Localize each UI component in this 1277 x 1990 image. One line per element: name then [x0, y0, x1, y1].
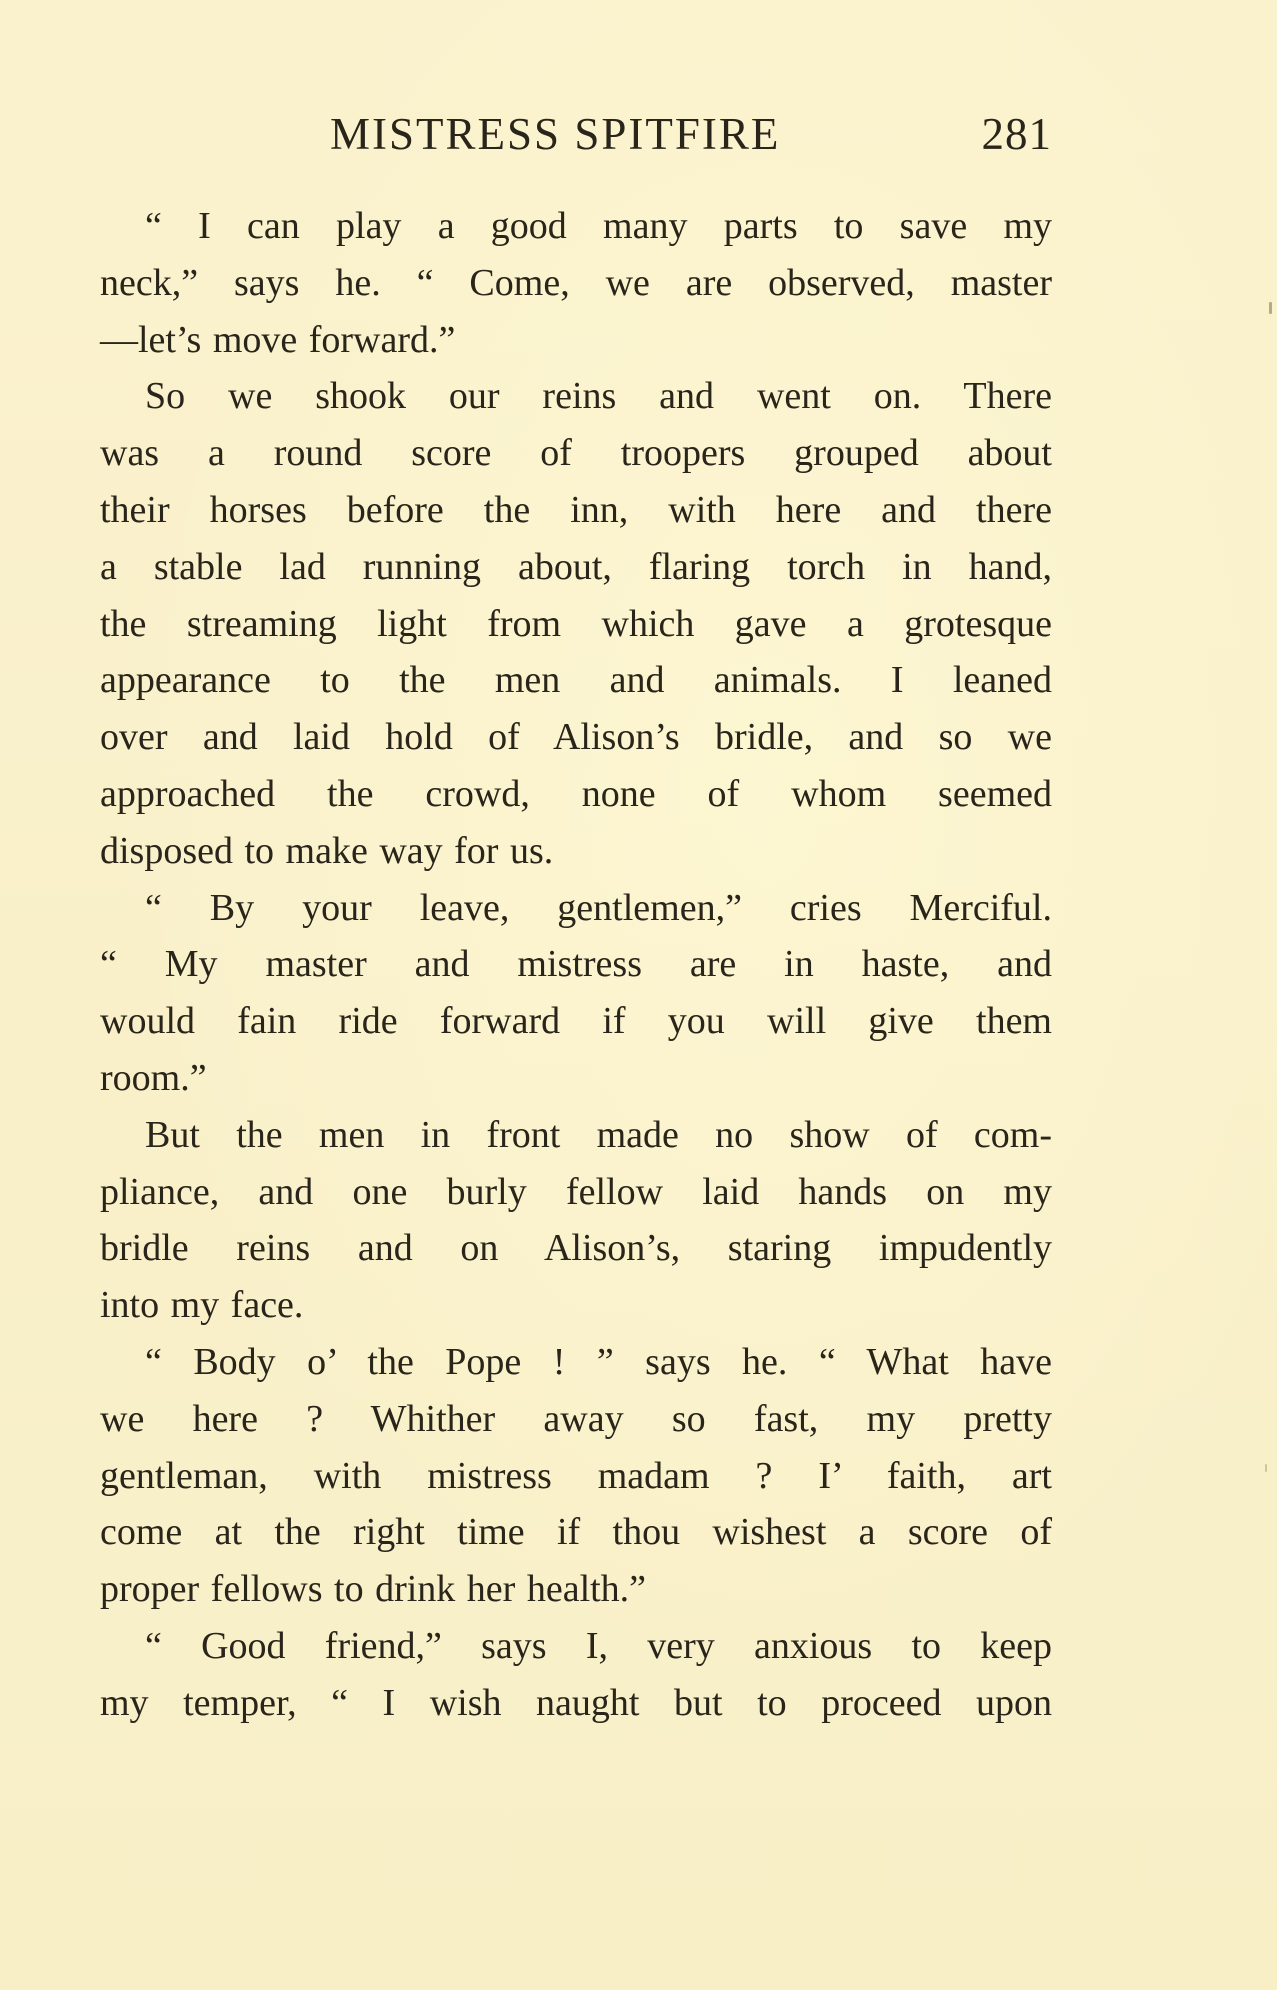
- text-line: my temper, “ I wish naught but to proceed upon: [100, 1681, 1052, 1724]
- text-line: But the men in front made no show of com-: [145, 1113, 1052, 1156]
- running-title: MISTRESS SPITFIRE: [330, 109, 781, 159]
- text-line: proper fellows to drink her health.”: [100, 1568, 647, 1611]
- text-line: appearance to the men and animals. I leaned: [100, 659, 1052, 702]
- text-line: the streaming light from which gave a grotesque: [100, 602, 1052, 645]
- text-line: into my face.: [100, 1284, 304, 1327]
- text-line: “ I can play a good many parts to save my: [145, 205, 1052, 247]
- text-line: —let’s move forward.”: [100, 318, 456, 361]
- body-text: [100, 198, 1052, 1732]
- text-line: come at the right time if thou wishest a score of: [100, 1511, 1052, 1554]
- text-line: would fain ride forward if you will give them: [100, 1000, 1052, 1043]
- page-header: [100, 108, 1052, 168]
- margin-speck: [1265, 1464, 1267, 1472]
- text-line: “ By your leave, gentlemen,” cries Merciful.: [145, 886, 1052, 929]
- text-line: gentleman, with mistress madam ? I’ faith, art: [100, 1454, 1052, 1497]
- margin-speck: [1269, 302, 1272, 314]
- text-line: “ Good friend,” says I, very anxious to keep: [145, 1624, 1052, 1667]
- text-line: neck,” says he. “ Come, we are observed, master: [100, 261, 1052, 304]
- text-line: was a round score of troopers grouped about: [100, 432, 1052, 475]
- text-line: disposed to make way for us.: [100, 829, 554, 872]
- text-line: approached the crowd, none of whom seemed: [100, 772, 1052, 815]
- text-line: their horses before the inn, with here and there: [100, 488, 1052, 531]
- page-number: 281: [981, 109, 1052, 159]
- text-line: over and laid hold of Alison’s bridle, and so we: [100, 716, 1052, 759]
- text-line: a stable lad running about, flaring torch in hand,: [100, 545, 1052, 588]
- text-line: “ My master and mistress are in haste, and: [100, 943, 1052, 986]
- text-line: bridle reins and on Alison’s, staring impudently: [100, 1227, 1052, 1270]
- text-line: we here ? Whither away so fast, my pretty: [100, 1397, 1052, 1440]
- text-line: room.”: [100, 1056, 207, 1099]
- text-line: “ Body o’ the Pope ! ” says he. “ What have: [145, 1340, 1052, 1383]
- text-line: pliance, and one burly fellow laid hands on my: [100, 1170, 1052, 1213]
- text-line: So we shook our reins and went on. There: [145, 375, 1052, 418]
